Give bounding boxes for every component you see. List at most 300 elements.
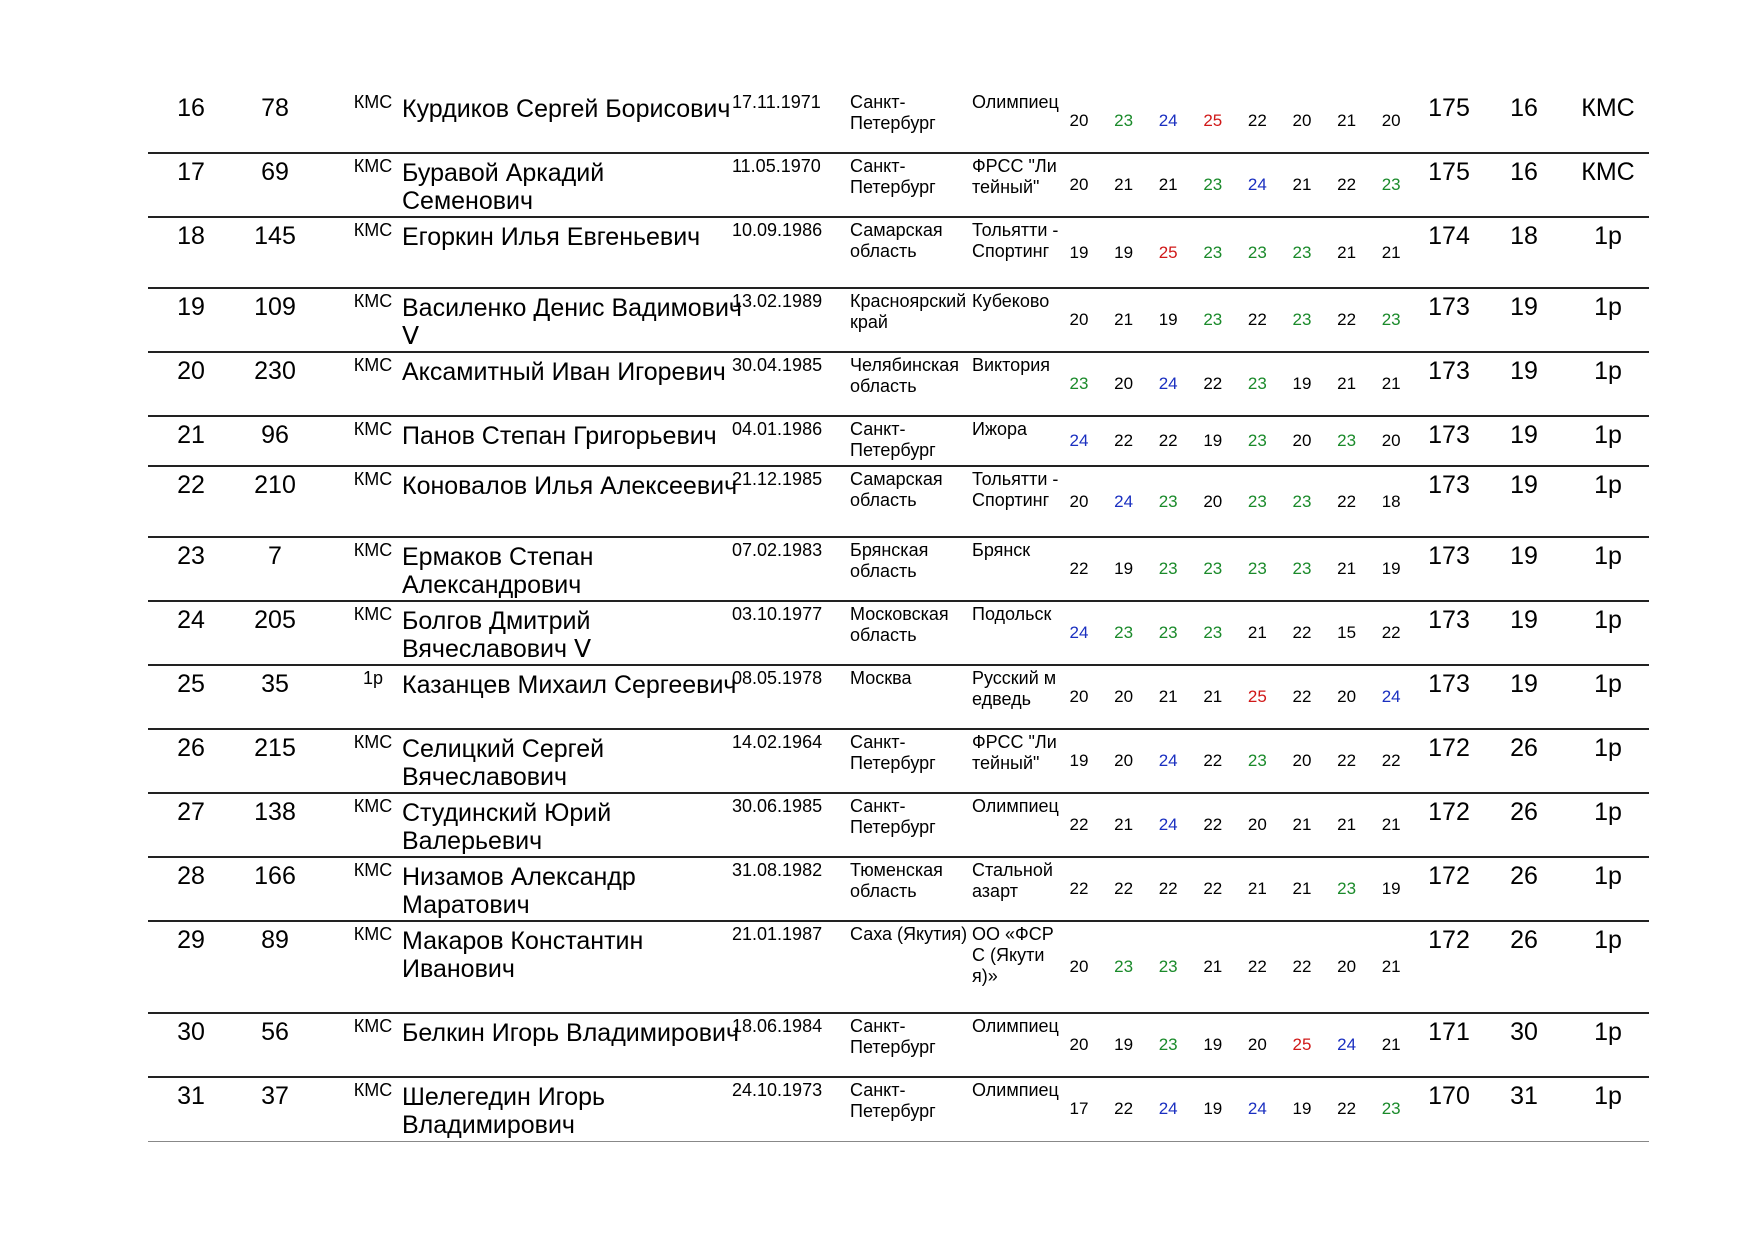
club: Стальной азарт [972,860,1053,901]
series-score: 22 [1203,879,1223,898]
series-score: 23 [1381,175,1401,194]
bib-number: 109 [254,293,296,321]
series-score: 22 [1337,492,1357,511]
series-score: 20 [1203,492,1223,511]
series-score: 20 [1337,957,1357,976]
series-score: 20 [1069,310,1089,329]
rank: 19 [1510,293,1538,321]
place: 18 [177,222,205,250]
birth-date: 10.09.1986 [732,220,823,240]
athlete-name: Белкин Игорь Владимирович [402,1019,739,1047]
series-score: 20 [1292,111,1312,130]
series-score: 24 [1158,1099,1178,1118]
club: Олимпиец [972,92,1059,112]
series-score: 23 [1292,310,1312,329]
series-score: 21 [1114,175,1134,194]
athlete-name: Ермаков Степан Александрович [402,543,594,599]
category: КМС [353,732,393,752]
series-score: 22 [1069,815,1089,834]
birth-date: 03.10.1977 [732,604,823,624]
series-score: 19 [1203,431,1223,450]
table-row [148,666,1649,730]
club: Тольятти - Спортинг [972,469,1059,510]
club: Олимпиец [972,1016,1059,1036]
total-score: 175 [1428,94,1470,122]
region: Самарская область [850,469,943,510]
grade: 1р [1594,670,1622,698]
bib-number: 7 [268,542,282,570]
rank: 16 [1510,158,1538,186]
series-scores [1059,154,1417,216]
category: КМС [353,924,393,944]
region: Брянская область [850,540,929,581]
total-score: 174 [1428,222,1470,250]
category: КМС [353,92,393,112]
athlete-name: Низамов Александр Маратович [402,863,636,919]
series-score: 21 [1337,815,1357,834]
series-score: 23 [1381,1099,1401,1118]
rank: 18 [1510,222,1538,250]
rank: 19 [1510,670,1538,698]
category: КМС [353,540,393,560]
series-score: 23 [1069,374,1089,393]
series-score: 24 [1158,111,1178,130]
series-scores [1059,90,1417,152]
birth-date: 08.05.1978 [732,668,823,688]
place: 30 [177,1018,205,1046]
bib-number: 89 [261,926,289,954]
grade: 1р [1594,862,1622,890]
series-score: 25 [1158,243,1178,262]
series-score: 21 [1381,243,1401,262]
athlete-name: Коновалов Илья Алексеевич [402,472,738,500]
series-score: 20 [1292,751,1312,770]
bib-number: 230 [254,357,296,385]
series-score: 21 [1292,175,1312,194]
region: Москва [850,668,912,688]
table-row [148,353,1649,417]
series-score: 22 [1247,957,1267,976]
athlete-name: Шелегедин Игорь Владимирович [402,1083,606,1139]
series-score: 19 [1114,559,1134,578]
total-score: 175 [1428,158,1470,186]
bib-number: 166 [254,862,296,890]
series-score: 22 [1292,957,1312,976]
bib-number: 215 [254,734,296,762]
club: Подольск [972,604,1052,624]
region: Санкт-Петербург [850,156,936,197]
rank: 31 [1510,1082,1538,1110]
series-score: 19 [1203,1099,1223,1118]
series-score: 23 [1114,957,1134,976]
bib-number: 210 [254,471,296,499]
series-score: 23 [1158,492,1178,511]
club: ФРСС "Литейный" [972,156,1057,197]
bib-number: 205 [254,606,296,634]
series-score: 21 [1158,687,1178,706]
series-score: 22 [1247,310,1267,329]
total-score: 173 [1428,606,1470,634]
place: 20 [177,357,205,385]
club: Русский медведь [972,668,1057,709]
region: Челябинская область [850,355,959,396]
series-score: 24 [1158,751,1178,770]
series-score: 21 [1292,815,1312,834]
region: Санкт-Петербург [850,796,936,837]
total-score: 173 [1428,670,1470,698]
club: Ижора [972,419,1028,439]
grade: 1р [1594,1018,1622,1046]
category: КМС [353,291,393,311]
series-score: 18 [1381,492,1401,511]
athlete-name: Студинский Юрий Валерьевич [402,799,612,855]
series-score: 23 [1114,623,1134,642]
category: КМС [353,156,393,176]
series-scores [1059,538,1417,600]
series-score: 25 [1247,687,1267,706]
total-score: 173 [1428,357,1470,385]
region: Тюменская область [850,860,943,901]
total-score: 170 [1428,1082,1470,1110]
series-score: 24 [1247,175,1267,194]
series-score: 23 [1247,243,1267,262]
table-row [148,90,1649,154]
series-score: 24 [1114,492,1134,511]
series-scores [1059,666,1417,728]
birth-date: 21.12.1985 [732,469,823,489]
birth-date: 30.04.1985 [732,355,823,375]
place: 27 [177,798,205,826]
region: Санкт-Петербург [850,1016,936,1057]
series-score: 23 [1247,559,1267,578]
table-row [148,289,1649,353]
series-score: 23 [1292,243,1312,262]
total-score: 172 [1428,862,1470,890]
bib-number: 78 [261,94,289,122]
athlete-name: Аксамитный Иван Игоревич [402,358,726,386]
region: Санкт-Петербург [850,1080,936,1121]
bib-number: 145 [254,222,296,250]
series-score: 20 [1069,957,1089,976]
series-score: 22 [1203,815,1223,834]
series-score: 22 [1114,879,1134,898]
total-score: 172 [1428,798,1470,826]
series-score: 21 [1337,111,1357,130]
rank: 26 [1510,734,1538,762]
region: Самарская область [850,220,943,261]
series-score: 19 [1114,1035,1134,1054]
athlete-name: Курдиков Сергей Борисович [402,95,731,123]
series-score: 20 [1069,687,1089,706]
grade: 1р [1594,606,1622,634]
series-scores [1059,602,1417,664]
total-score: 173 [1428,542,1470,570]
series-score: 22 [1292,623,1312,642]
category: 1р [362,668,384,688]
series-score: 19 [1292,374,1312,393]
series-score: 19 [1381,559,1401,578]
table-row [148,922,1649,1014]
series-score: 21 [1381,1035,1401,1054]
series-score: 20 [1292,431,1312,450]
birth-date: 14.02.1964 [732,732,823,752]
series-score: 21 [1203,687,1223,706]
series-score: 19 [1381,879,1401,898]
series-score: 20 [1247,1035,1267,1054]
series-score: 17 [1069,1099,1089,1118]
club: Кубеково [972,291,1050,311]
region: Санкт-Петербург [850,92,936,133]
category: КМС [353,1016,393,1036]
category: КМС [353,604,393,624]
series-scores [1059,218,1417,287]
category: КМС [353,860,393,880]
bib-number: 37 [261,1082,289,1110]
table-row [148,417,1649,467]
grade: 1р [1594,542,1622,570]
birth-date: 07.02.1983 [732,540,823,560]
series-score: 24 [1158,374,1178,393]
rank: 16 [1510,94,1538,122]
series-score: 20 [1247,815,1267,834]
series-score: 21 [1114,815,1134,834]
series-score: 23 [1381,310,1401,329]
club: Виктория [972,355,1051,375]
total-score: 173 [1428,471,1470,499]
club: Тольятти - Спортинг [972,220,1059,261]
rank: 30 [1510,1018,1538,1046]
club: Олимпиец [972,796,1059,816]
series-score: 23 [1247,374,1267,393]
region: Санкт-Петербург [850,419,936,460]
athlete-name: Егоркин Илья Евгеньевич [402,223,701,251]
series-score: 23 [1158,957,1178,976]
table-row [148,218,1649,289]
category: КМС [353,220,393,240]
category: КМС [353,355,393,375]
series-score: 23 [1203,243,1223,262]
region: Санкт-Петербург [850,732,936,773]
bib-number: 56 [261,1018,289,1046]
series-score: 23 [1247,431,1267,450]
series-score: 22 [1158,431,1178,450]
series-score: 25 [1203,111,1223,130]
place: 24 [177,606,205,634]
athlete-name: Казанцев Михаил Сергеевич [402,671,737,699]
place: 25 [177,670,205,698]
series-score: 21 [1381,815,1401,834]
rank: 19 [1510,606,1538,634]
series-score: 23 [1158,559,1178,578]
series-score: 20 [1069,1035,1089,1054]
series-score: 24 [1069,623,1089,642]
series-scores [1059,922,1417,1012]
rank: 26 [1510,862,1538,890]
table-row [148,730,1649,794]
results-table [148,90,1649,1142]
grade: 1р [1594,471,1622,499]
total-score: 173 [1428,293,1470,321]
place: 16 [177,94,205,122]
series-score: 23 [1247,492,1267,511]
birth-date: 31.08.1982 [732,860,823,880]
athlete-name: Болгов Дмитрий Вячеславович ᐯ [402,607,592,663]
series-scores [1059,1078,1417,1141]
series-score: 22 [1203,374,1223,393]
series-score: 19 [1203,1035,1223,1054]
total-score: 171 [1428,1018,1470,1046]
birth-date: 04.01.1986 [732,419,823,439]
series-score: 23 [1247,751,1267,770]
rank: 26 [1510,798,1538,826]
series-score: 22 [1337,751,1357,770]
series-scores [1059,467,1417,536]
table-row [148,794,1649,858]
series-score: 23 [1292,559,1312,578]
place: 26 [177,734,205,762]
series-score: 20 [1381,111,1401,130]
table-row [148,1078,1649,1142]
series-score: 23 [1158,1035,1178,1054]
series-score: 21 [1381,374,1401,393]
series-score: 22 [1114,431,1134,450]
region: Красноярский край [850,291,967,332]
place: 29 [177,926,205,954]
series-score: 23 [1203,559,1223,578]
series-score: 19 [1292,1099,1312,1118]
birth-date: 24.10.1973 [732,1080,823,1100]
birth-date: 17.11.1971 [732,92,821,112]
table-row [148,1014,1649,1078]
series-score: 24 [1158,815,1178,834]
series-score: 22 [1203,751,1223,770]
series-score: 22 [1381,751,1401,770]
birth-date: 21.01.1987 [732,924,823,944]
birth-date: 30.06.1985 [732,796,823,816]
series-score: 23 [1203,623,1223,642]
grade: 1р [1594,357,1622,385]
grade: 1р [1594,734,1622,762]
category: КМС [353,1080,393,1100]
series-score: 22 [1292,687,1312,706]
total-score: 172 [1428,926,1470,954]
series-score: 22 [1337,175,1357,194]
series-score: 20 [1114,374,1134,393]
series-score: 23 [1114,111,1134,130]
bib-number: 138 [254,798,296,826]
series-score: 15 [1337,623,1357,642]
series-score: 20 [1069,111,1089,130]
series-score: 22 [1381,623,1401,642]
series-scores [1059,353,1417,415]
series-score: 20 [1381,431,1401,450]
birth-date: 18.06.1984 [732,1016,823,1036]
series-score: 24 [1069,431,1089,450]
club: ФРСС "Литейный" [972,732,1057,773]
grade: 1р [1594,926,1622,954]
place: 17 [177,158,205,186]
rank: 19 [1510,471,1538,499]
series-score: 21 [1203,957,1223,976]
table-row [148,467,1649,538]
series-score: 23 [1337,431,1357,450]
athlete-name: Василенко Денис Вадимович ᐯ [402,294,742,350]
series-scores [1059,858,1417,920]
series-score: 21 [1114,310,1134,329]
total-score: 172 [1428,734,1470,762]
series-score: 19 [1114,243,1134,262]
series-score: 25 [1292,1035,1312,1054]
series-score: 21 [1337,374,1357,393]
series-score: 19 [1069,243,1089,262]
club: Олимпиец [972,1080,1059,1100]
series-score: 23 [1203,175,1223,194]
series-score: 20 [1337,687,1357,706]
series-score: 21 [1292,879,1312,898]
rank: 19 [1510,357,1538,385]
table-row [148,858,1649,922]
grade: КМС [1581,158,1635,186]
category: КМС [353,419,393,439]
category: КМС [353,796,393,816]
series-score: 21 [1247,879,1267,898]
athlete-name: Макаров Константин Иванович [402,927,644,983]
series-score: 21 [1247,623,1267,642]
series-scores [1059,1014,1417,1076]
bib-number: 35 [261,670,289,698]
series-scores [1059,794,1417,856]
series-score: 24 [1381,687,1401,706]
birth-date: 13.02.1989 [732,291,823,311]
series-score: 24 [1337,1035,1357,1054]
series-score: 21 [1381,957,1401,976]
total-score: 173 [1428,421,1470,449]
grade: 1р [1594,222,1622,250]
category: КМС [353,469,393,489]
grade: КМС [1581,94,1635,122]
series-score: 21 [1158,175,1178,194]
series-scores [1059,289,1417,351]
series-score: 22 [1337,1099,1357,1118]
bib-number: 96 [261,421,289,449]
series-score: 23 [1337,879,1357,898]
place: 22 [177,471,205,499]
grade: 1р [1594,798,1622,826]
place: 23 [177,542,205,570]
series-scores [1059,417,1417,465]
rank: 26 [1510,926,1538,954]
series-score: 21 [1337,243,1357,262]
rank: 19 [1510,421,1538,449]
place: 31 [177,1082,205,1110]
series-score: 23 [1292,492,1312,511]
series-score: 22 [1337,310,1357,329]
bib-number: 69 [261,158,289,186]
series-score: 22 [1114,1099,1134,1118]
athlete-name: Селицкий Сергей Вячеславович [402,735,605,791]
series-score: 20 [1114,751,1134,770]
series-score: 22 [1158,879,1178,898]
series-score: 20 [1069,492,1089,511]
grade: 1р [1594,1082,1622,1110]
rank: 19 [1510,542,1538,570]
table-row [148,538,1649,602]
series-score: 22 [1069,879,1089,898]
series-score: 21 [1337,559,1357,578]
place: 28 [177,862,205,890]
athlete-name: Панов Степан Григорьевич [402,422,717,450]
series-score: 23 [1203,310,1223,329]
